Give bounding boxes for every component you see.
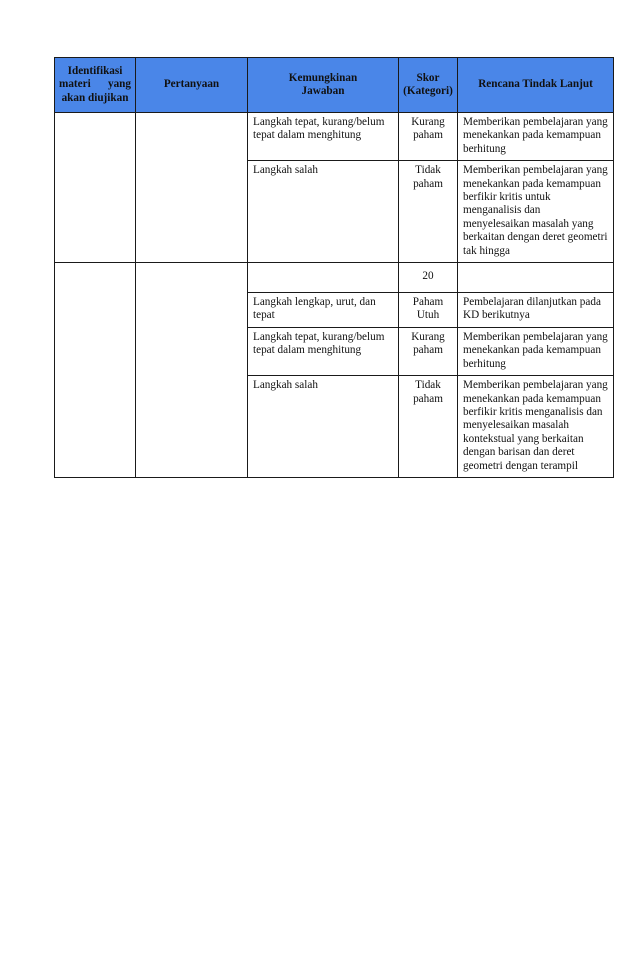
header-skor bbox=[399, 58, 458, 113]
header-rencana-tindak-lanjut: Rencana Tindak Lanjut bbox=[458, 58, 614, 113]
header-kemungkinan-jawaban bbox=[248, 58, 399, 113]
cell-identifikasi-group1 bbox=[55, 113, 136, 263]
cell-skor: Paham Utuh bbox=[399, 293, 458, 328]
cell-skor: Kurang paham bbox=[399, 113, 458, 161]
table-header-row bbox=[55, 58, 614, 113]
cell-skor: Tidak paham bbox=[399, 376, 458, 478]
cell-skor: Kurang paham bbox=[399, 327, 458, 375]
cell-jawaban-empty bbox=[248, 263, 399, 293]
cell-pertanyaan-group1 bbox=[136, 113, 248, 263]
cell-skor-total: 20 bbox=[399, 263, 458, 293]
table-row-score-total bbox=[55, 263, 614, 293]
header-identifikasi-line2b: yang bbox=[107, 78, 131, 91]
cell-skor: Tidak paham bbox=[399, 161, 458, 263]
header-skor-line1: Skor bbox=[416, 71, 440, 84]
header-identifikasi-line2 bbox=[59, 78, 131, 91]
header-identifikasi-line3: akan diujikan bbox=[61, 91, 129, 104]
cell-identifikasi-group2 bbox=[55, 263, 136, 478]
cell-pertanyaan-group2 bbox=[136, 263, 248, 478]
table-row bbox=[55, 113, 614, 161]
cell-rencana: Memberikan pembelajaran yang menekankan pada kemampuan berfikir kritis untuk menganalisis dan menyelesaikan masalah yang berkaitan dengan deret geometri tak hingga bbox=[458, 161, 614, 263]
header-kemungkinan-line1: Kemungkinan bbox=[288, 71, 358, 84]
cell-rencana: Memberikan pembelajaran yang menekankan pada kemampuan berfikir kritis menganalisis dan menyelesaikan masalah kontekstual yang berkaitan dengan barisan dan deret geometri dengan terampil bbox=[458, 376, 614, 478]
header-identifikasi-line1: Identifikasi bbox=[67, 64, 123, 77]
header-identifikasi-line2a: materi bbox=[59, 78, 91, 91]
assessment-rubric-table bbox=[54, 57, 614, 478]
cell-rencana: Memberikan pembelajaran yang menekankan pada kemampuan berhitung bbox=[458, 327, 614, 375]
cell-jawaban: Langkah tepat, kurang/belum tepat dalam menghitung bbox=[248, 327, 399, 375]
cell-rencana: Pembelajaran dilanjutkan pada KD berikutnya bbox=[458, 293, 614, 328]
cell-rencana-empty bbox=[458, 263, 614, 293]
header-identifikasi bbox=[55, 58, 136, 113]
cell-rencana: Memberikan pembelajaran yang menekankan pada kemampuan berhitung bbox=[458, 113, 614, 161]
cell-jawaban: Langkah tepat, kurang/belum tepat dalam menghitung bbox=[248, 113, 399, 161]
cell-jawaban: Langkah salah bbox=[248, 376, 399, 478]
cell-jawaban: Langkah lengkap, urut, dan tepat bbox=[248, 293, 399, 328]
cell-jawaban: Langkah salah bbox=[248, 161, 399, 263]
header-pertanyaan: Pertanyaan bbox=[136, 58, 248, 113]
header-skor-line2: (Kategori) bbox=[403, 85, 453, 97]
header-kemungkinan-line2: Jawaban bbox=[301, 85, 345, 97]
